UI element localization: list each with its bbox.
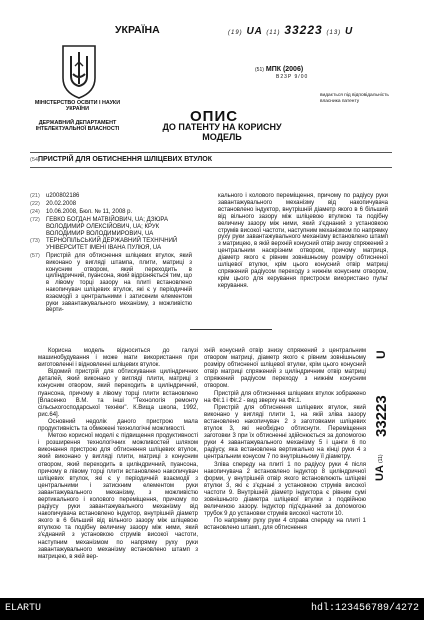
ipc-code: (51) — [255, 67, 264, 73]
claim-text: кального і колового переміщення, причому по радіусу руки завантажувального механізму від накопичувача встановлено індуктор, внутрішній діаметр якого в 6 більший від вільного зазору між шліцевою втулкою та подібну величину зазору між ними, який з'єднаний з установкою струмів високої частоти, наступним механізмом по напрямку руху руки завантажувального механізму встановлено штамп з матрицею, в якій верхній конусний отвір знизу спряжений з центральним наскрізним отвором, причому матриця, діаметр якого є рівним зовнішньому розміру обтисненої шліцевої втулки, крім цього конусний отвір матриці спряжений радіусом переходу з нижнім конусним отвором, крім цього для керування пристроєм використано пульт керування. — [218, 193, 388, 289]
description-left-column — [38, 348, 198, 561]
footer-source: ELARTU — [5, 603, 42, 614]
paragraph: Пристрій для обтиснення шліцевих втулок, який виконано у вигляді плити 1, на якій зліва зазору встановлено накопичувач 2 з заготовками шліцевих втулок 3, які необхідно обтиснути. Переміщення заготовки 3 при їх обтисненні здійснюється за допомогою руки 4 завантажувального механізму 5 і цанги 6 по радіусу, яка встановлена вертикально на кінці руки 4 з центральним конусом 7 по внутрішньому її діаметру. — [204, 404, 366, 461]
invention-title-code: (54) — [30, 157, 40, 163]
doc-number-value: 33223 — [284, 23, 323, 37]
bib-owner: ТЕРНОПІЛЬСЬКИЙ ДЕРЖАВНИЙ ТЕХНІЧНИЙ УНІВЕРСИТЕТ ІМЕНІ ІВАНА ПУЛЮЯ, UA — [46, 238, 178, 251]
ipc-class: B23P 9/00 — [276, 74, 309, 80]
bib-inventors: ГЕВКО БОГДАН МАТВІЙОВИЧ, UA; ДЗЮРА ВОЛОДИМИР ОЛЕКСІЙОВИЧ, UA; КРУК ВОЛОДИМИР ВОЛОДИМИРОВИЧ, UA — [46, 217, 168, 237]
bib-code: (24) — [30, 209, 40, 215]
document-title: ОПИС — [190, 108, 239, 125]
trident-emblem-icon — [59, 44, 99, 100]
footer-bar — [0, 598, 424, 620]
side-country: UA — [374, 465, 386, 481]
ipc-label: МПК (2006) — [265, 66, 304, 73]
bib-application-number: u200802186 — [46, 193, 80, 199]
title-rule-top — [30, 152, 392, 153]
country-name: УКРАЇНА — [115, 24, 160, 36]
side-kind: U — [374, 350, 388, 359]
bib-claim: Пристрій для обтиснення шліцевих втулок, який виконано у вигляді штампа, плити, матриці з конусним отвором, який переходить в циліндричний, пуансона, який відрізняється тим, що в лівому торці зазору на плиті встановлено накопичувач шліцевих втулок, які є у періодичній взаємодії з центральними і затискним елементом руки завантажувального механізму, з можливістю верти- — [46, 253, 192, 314]
document-subtitle: ДО ПАТЕНТУ НА КОРИСНУ МОДЕЛЬ — [162, 122, 282, 142]
doc-field-kind: (13) — [326, 30, 342, 36]
description-right-column — [204, 348, 366, 532]
bib-code: (73) — [30, 238, 40, 244]
doc-prefix: (19) — [228, 30, 243, 36]
claim-continuation — [218, 193, 388, 290]
bib-code: (21) — [30, 193, 40, 199]
paragraph: Корисна модель відноситься до галузі машинобудування і може мати використання при виготовленні і відновленні шліцевих втулок. — [38, 348, 198, 369]
department-name: ДЕРЖАВНИЙ ДЕПАРТАМЕНТ ІНТЕЛЕКТУАЛЬНОЇ ВЛАСНОСТІ — [35, 120, 120, 133]
bib-code: (57) — [30, 253, 40, 259]
title-rule-bottom — [30, 167, 392, 168]
side-number: 33223 — [373, 395, 390, 437]
paragraph: Основний недолік даного пристрою мала продуктивність та обмежені технологічні можливості. — [38, 418, 198, 433]
doc-kind: U — [344, 26, 354, 37]
paragraph: По напрямку руху руки 4 справа спереду на плиті 1 встановлено штамп, для обтиснення — [204, 518, 366, 532]
footer-handle: hdl:123456789/4272 — [310, 603, 419, 614]
bib-filing-date: 20.02.2008 — [46, 201, 77, 207]
bib-code: (72) — [30, 217, 40, 223]
paragraph: хній конусний отвір знизу спряжений з центральним отвором матриці, діаметр якого є рівним зовнішньому розміру обтисненої шліцевої втулки, крім цього конусний отвір матриці спряжений з циліндричним отвір матриці спряжений радіусом переходу з нижнім конусним отвором. — [204, 348, 366, 390]
ministry-name: МІНІСТЕРСТВО ОСВІТИ І НАУКИ УКРАЇНИ — [34, 100, 121, 113]
side-field-code: (11) — [378, 454, 384, 463]
paragraph: Метою корисної моделі є підвищення продуктивності і розширення технологічних можливостей шляхом виконання пристрою для обтиснення шліцевих втулок, який виконано у вигляді плити, матриці з конусним отвором, який переходить в циліндричний, пуансона, причому в лівому торці плити встановлено накопичувач шліцевих втулок, які є у періодичній взаємодії з центральними і затискним елементом руки завантажувального механізму, з можливістю вертикального і колового переміщення, причому по радіусу руки завантажувального механізму від накопичувача встановлено індуктор, внутрішній діаметр якого в 6 більший від вільного зазору між шліцевою втулкою та подібну величину зазору між ними, який з'єднаний з установкою струмів високої частоти, наступним механізмом по напрямку руху руки завантажувального механізму встановлено штамп з матрицею, в якій вер- — [38, 433, 198, 560]
document-number — [228, 23, 353, 37]
section-separator — [190, 329, 272, 330]
side-document-number — [372, 345, 392, 555]
ipc-block — [255, 66, 303, 73]
bib-code: (22) — [30, 201, 40, 207]
doc-country: UA — [246, 26, 263, 37]
doc-field: (11) — [266, 30, 281, 36]
paragraph: Зліва спереду на плиті 1 по радіусу руки 4 після накопичувача 2 встановлено індуктор 8 циліндричної форми, у внутрішній отвір якого встановлюють шліцеві втулки 3, які є з'єднані з установкою струмів високої частоти 9. Внутрішній діаметр індуктора є рівним сумі зовнішнього діаметра шліцевої втулки з подвійною величиною зазору. Індуктор під'єднаний за допомогою трубок 9 до установки струмів високої частоти 10. — [204, 461, 366, 518]
paragraph: Відомий пристрій для обтискування циліндричних деталей, який виконано у вигляді плити, матриці з конусним отвором, який переходить в циліндричний, пуансона, причому в лівому торці плити встановлено [Власенко В.М. та інші "Технологія ремонту сільськогосподарської техніки". К.Вища школа, 1992, рис.64]. — [38, 369, 198, 418]
issuance-note: видається під відповідальність власника патенту — [320, 93, 389, 104]
paragraph: Пристрій для обтиснення шліцевих втулок зображено на Фіг.1 і Фіг.2 - вид зверху на Фіг.1. — [204, 390, 366, 404]
bib-publication: 10.06.2008, Бюл. № 11, 2008 р. — [46, 209, 133, 215]
invention-title: ПРИСТРІЙ ДЛЯ ОБТИСНЕННЯ ШЛІЦЕВИХ ВТУЛОК — [38, 156, 212, 163]
